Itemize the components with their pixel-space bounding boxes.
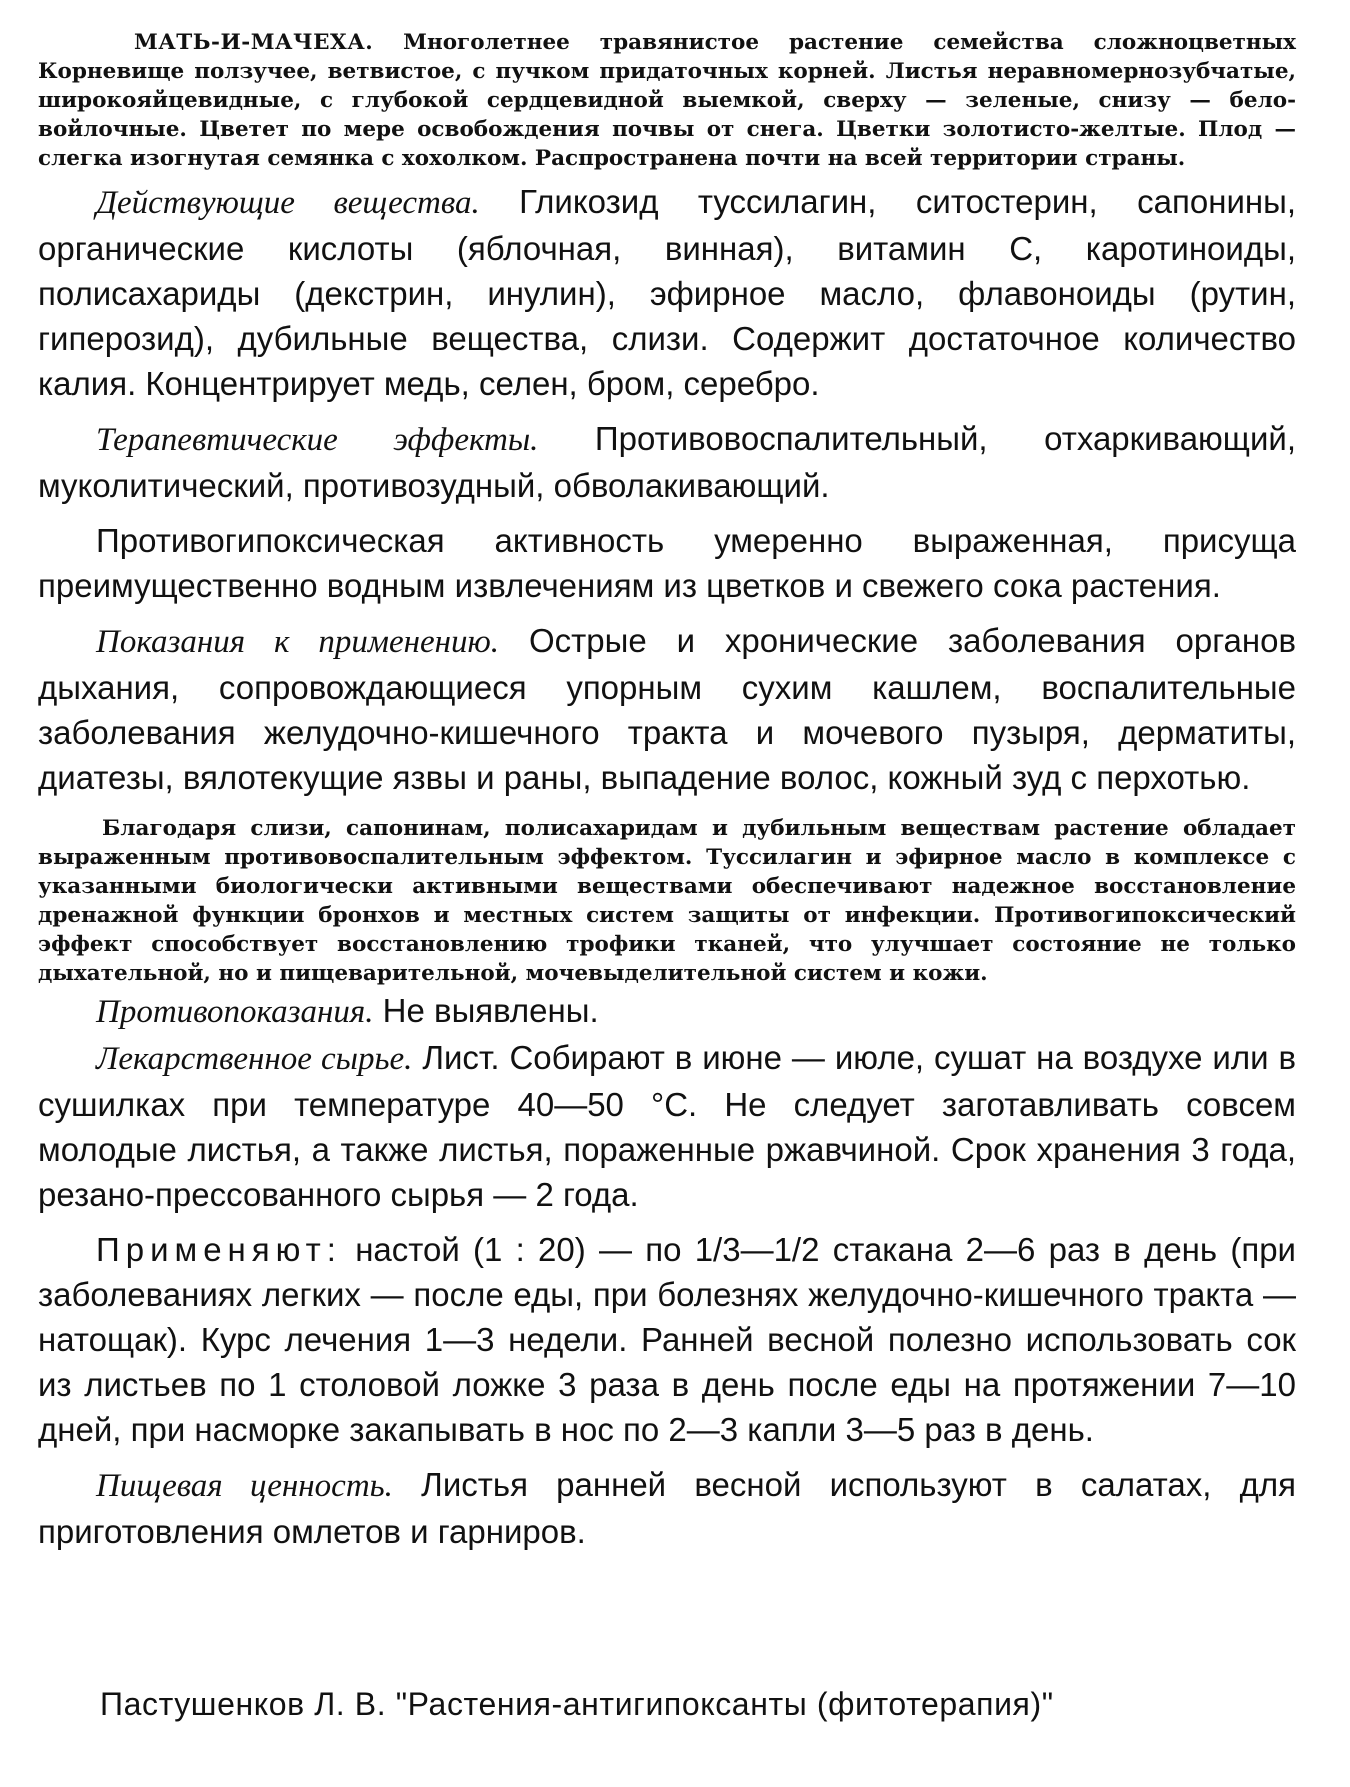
food-value-lead: Пищевая ценность. — [96, 1468, 393, 1504]
food-value-text: Листья ранней весной используют в салатах, для приготовления омлетов и гарниров. — [38, 1466, 1297, 1550]
raw-material-paragraph — [38, 1035, 1296, 1217]
contraindications-text: Не выявлены. — [373, 992, 599, 1029]
active-substances-paragraph — [38, 179, 1296, 406]
raw-material-text: Лист. Собирают в июне — июле, сушат на воздухе или в сушилках при температуре 40—50 °С. Не следует заготавливать совсем молодые листья, а также листья, пораженные ржавчиной. Срок хранения 3 года, резано-прессованного сырья — 2 года. — [38, 1039, 1296, 1213]
source-citation: Пастушенков Л. В. "Растения-антигипоксанты (фитотерапия)" — [100, 1686, 1054, 1722]
indications-paragraph — [38, 618, 1296, 800]
therapeutic-effects-paragraph — [38, 416, 1296, 508]
therapeutic-effects-text: Противовоспалительный, отхаркивающий, муколитический, противозудный, обволакивающий. — [38, 420, 1296, 504]
therapeutic-effects-lead: Терапевтические эффекты. — [96, 422, 539, 458]
indications-lead: Показания к применению. — [96, 624, 500, 660]
usage-text: настой (1 : 20) — по 1/3—1/2 стакана 2—6 раз в день (при заболеваниях легких — после еды, при болезнях желудочно-кишечного тракта — натощак). Курс лечения 1—3 недели. Ранней весной полезно использовать сок из листьев по 1 столовой ложке 3 раза в день после еды на протяжении 7—10 дней, при насморке закапывать в нос по 2—3 капли 3—5 раз в день. — [38, 1231, 1296, 1448]
antihypoxic-paragraph — [38, 518, 1296, 608]
mechanism-note-text: Благодаря слизи, сапонинам, полисахаридам и дубильным веществам растение обладает выраженным противовоспалительным эффектом. Туссилагин и эфирное масло в комплексе с указанными биологически активными веществами обеспечивают надежное восстановление дренажной функции бронхов и местных систем защиты от инфекции. Противогипоксический эффект способствует восстановлению трофики тканей, что улучшает состояние не только дыхательной, но и пищеварительной, мочевыделительной систем и кожи. — [38, 816, 1296, 986]
usage-paragraph — [38, 1227, 1296, 1452]
active-substances-lead: Действующие вещества. — [96, 185, 480, 221]
intro-paragraph — [38, 28, 1296, 173]
document-page — [38, 28, 1296, 1554]
mechanism-note-paragraph — [38, 814, 1296, 988]
antihypoxic-text: Противогипоксическая активность умеренно выраженная, присуща преимущественно водным извлечениям из цветков и свежего сока растения. — [38, 522, 1296, 604]
food-value-paragraph — [38, 1462, 1296, 1554]
active-substances-text: Гликозид туссилагин, ситостерин, сапонины, органические кислоты (яблочная, винная), витамин С, каротиноиды, полисахариды (декстрин, инулин), эфирное масло, флавоноиды (рутин, гиперозид), дубильные вещества, слизи. Содержит достаточное количество калия. Концентрирует медь, селен, бром, серебро. — [38, 183, 1296, 402]
indications-text: Острые и хронические заболевания органов дыхания, сопровождающиеся упорным сухим кашлем, воспалительные заболевания желудочно-кишечного тракта и мочевого пузыря, дерматиты, диатезы, вялотекущие язвы и раны, выпадение волос, кожный зуд с перхотью. — [38, 622, 1296, 796]
usage-lead: Применяют: — [96, 1231, 342, 1268]
intro-text: Многолетнее травянистое растение семейства сложноцветных Корневище ползучее, ветвистое, с пучком придаточных корней. Листья неравномернозубчатые, широкояйцевидные, с глубокой сердцевидной выемкой, сверху — зеленые, снизу — бело-войлочные. Цветет по мере освобождения почвы от снега. Цветки золотисто-желтые. Плод — слегка изогнутая семянка с хохолком. Распространена почти на всей территории страны. — [38, 30, 1296, 171]
raw-material-lead: Лекарственное сырье. — [96, 1041, 413, 1077]
contraindications-paragraph — [38, 988, 1296, 1035]
plant-name-heading: МАТЬ-И-МАЧЕХА. — [134, 30, 374, 55]
contraindications-lead: Противопоказания. — [96, 994, 374, 1030]
